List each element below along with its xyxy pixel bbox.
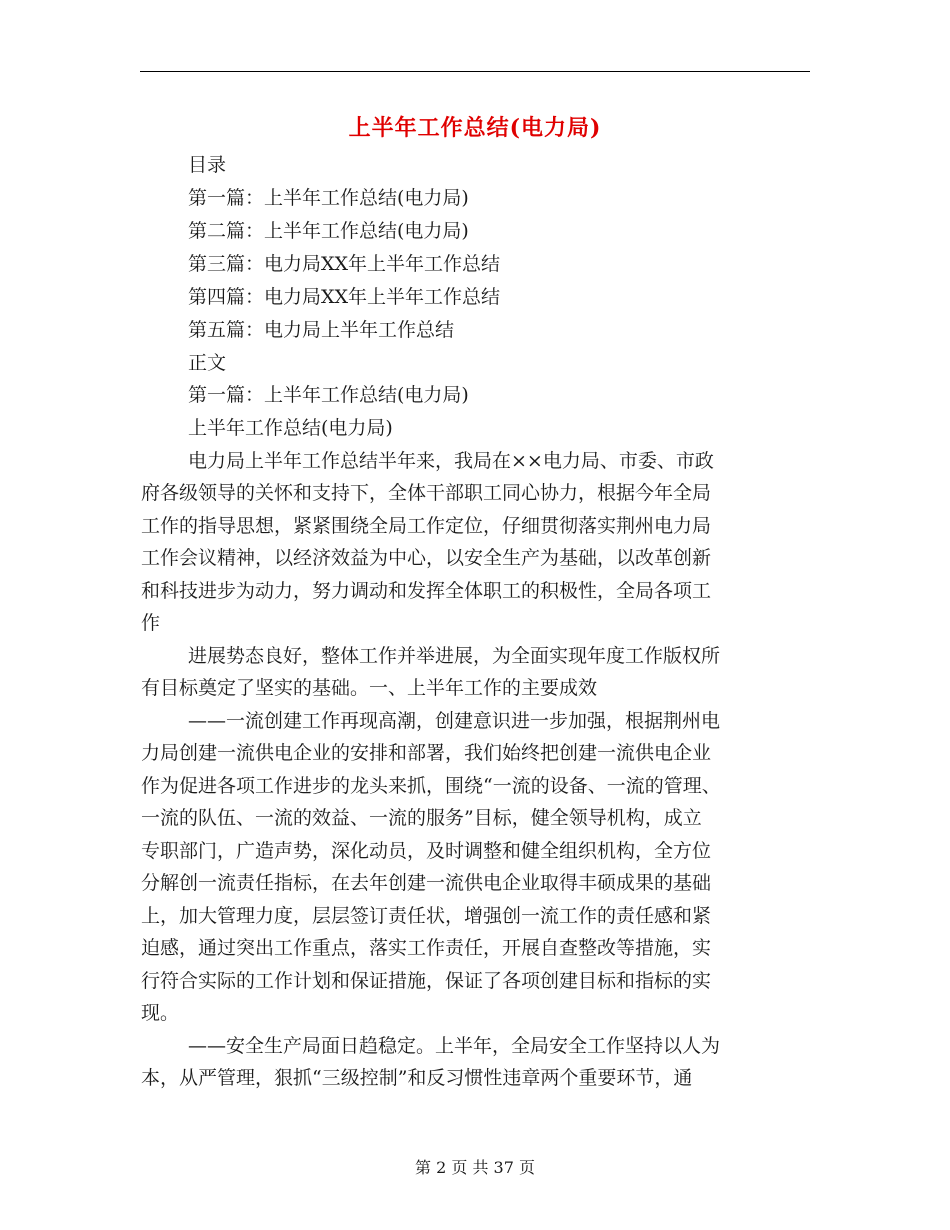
paragraph-line: 电力局上半年工作总结半年来，我局在××电力局、市委、市政 xyxy=(188,450,714,472)
paragraph-line: 和科技进步为动力，努力调动和发挥全体职工的积极性，全局各项工 xyxy=(141,580,712,602)
body-heading: 正文 xyxy=(188,352,227,374)
toc-item: 第二篇：上半年工作总结(电力局) xyxy=(188,220,469,242)
paragraph-line: 府各级领导的关怀和支持下，全体干部职工同心协力，根据今年全局 xyxy=(141,482,712,504)
paragraph-line: 进展势态良好，整体工作并举进展，为全面实现年度工作版权所 xyxy=(188,645,721,667)
paragraph-line: 本，从严管理，狠抓“三级控制”和反习惯性违章两个重要环节，通 xyxy=(141,1067,693,1089)
paragraph-line: 专职部门，广造声势，深化动员，及时调整和健全组织机构，全方位 xyxy=(141,840,712,862)
subtitle: 上半年工作总结(电力局) xyxy=(188,417,393,439)
toc-item: 第一篇：上半年工作总结(电力局) xyxy=(188,187,469,209)
header-rule xyxy=(140,71,810,72)
toc-item: 第五篇：电力局上半年工作总结 xyxy=(188,319,455,341)
paragraph-line: 工作的指导思想，紧紧围绕全局工作定位，仔细贯彻落实荆州电力局 xyxy=(141,515,712,537)
toc-item: 第四篇：电力局XX年上半年工作总结 xyxy=(188,286,501,308)
paragraph-line: 迫感，通过突出工作重点，落实工作责任，开展自查整改等措施，实 xyxy=(141,937,712,959)
paragraph-line: 分解创一流责任指标，在去年创建一流供电企业取得丰硕成果的基础 xyxy=(141,872,712,894)
toc-heading: 目录 xyxy=(188,154,227,176)
paragraph-line: 工作会议精神，以经济效益为中心，以安全生产为基础，以改革创新 xyxy=(141,547,712,569)
page-footer: 第 2 页 共 37 页 xyxy=(415,1158,535,1177)
paragraph-line: 有目标奠定了坚实的基础。一、上半年工作的主要成效 xyxy=(141,677,598,699)
toc-item: 第三篇：电力局XX年上半年工作总结 xyxy=(188,253,501,275)
document-title: 上半年工作总结(电力局) xyxy=(348,115,602,141)
paragraph-line: 现。 xyxy=(141,1002,180,1024)
paragraph-line: ——安全生产局面日趋稳定。上半年，全局安全工作坚持以人为 xyxy=(188,1035,721,1057)
paragraph-line: ——一流创建工作再现高潮，创建意识进一步加强，根据荆州电 xyxy=(188,710,721,732)
paragraph-line: 作 xyxy=(141,612,161,634)
paragraph-line: 作为促进各项工作进步的龙头来抓，围绕“一流的设备、一流的管理、 xyxy=(141,775,721,797)
section-title: 第一篇：上半年工作总结(电力局) xyxy=(188,384,469,406)
paragraph-line: 上，加大管理力度，层层签订责任状，增强创一流工作的责任感和紧 xyxy=(141,905,712,927)
paragraph-line: 力局创建一流供电企业的安排和部署，我们始终把创建一流供电企业 xyxy=(141,742,712,764)
paragraph-line: 行符合实际的工作计划和保证措施，保证了各项创建目标和指标的实 xyxy=(141,970,712,992)
paragraph-line: 一流的队伍、一流的效益、一流的服务”目标，健全领导机构，成立 xyxy=(141,807,702,829)
